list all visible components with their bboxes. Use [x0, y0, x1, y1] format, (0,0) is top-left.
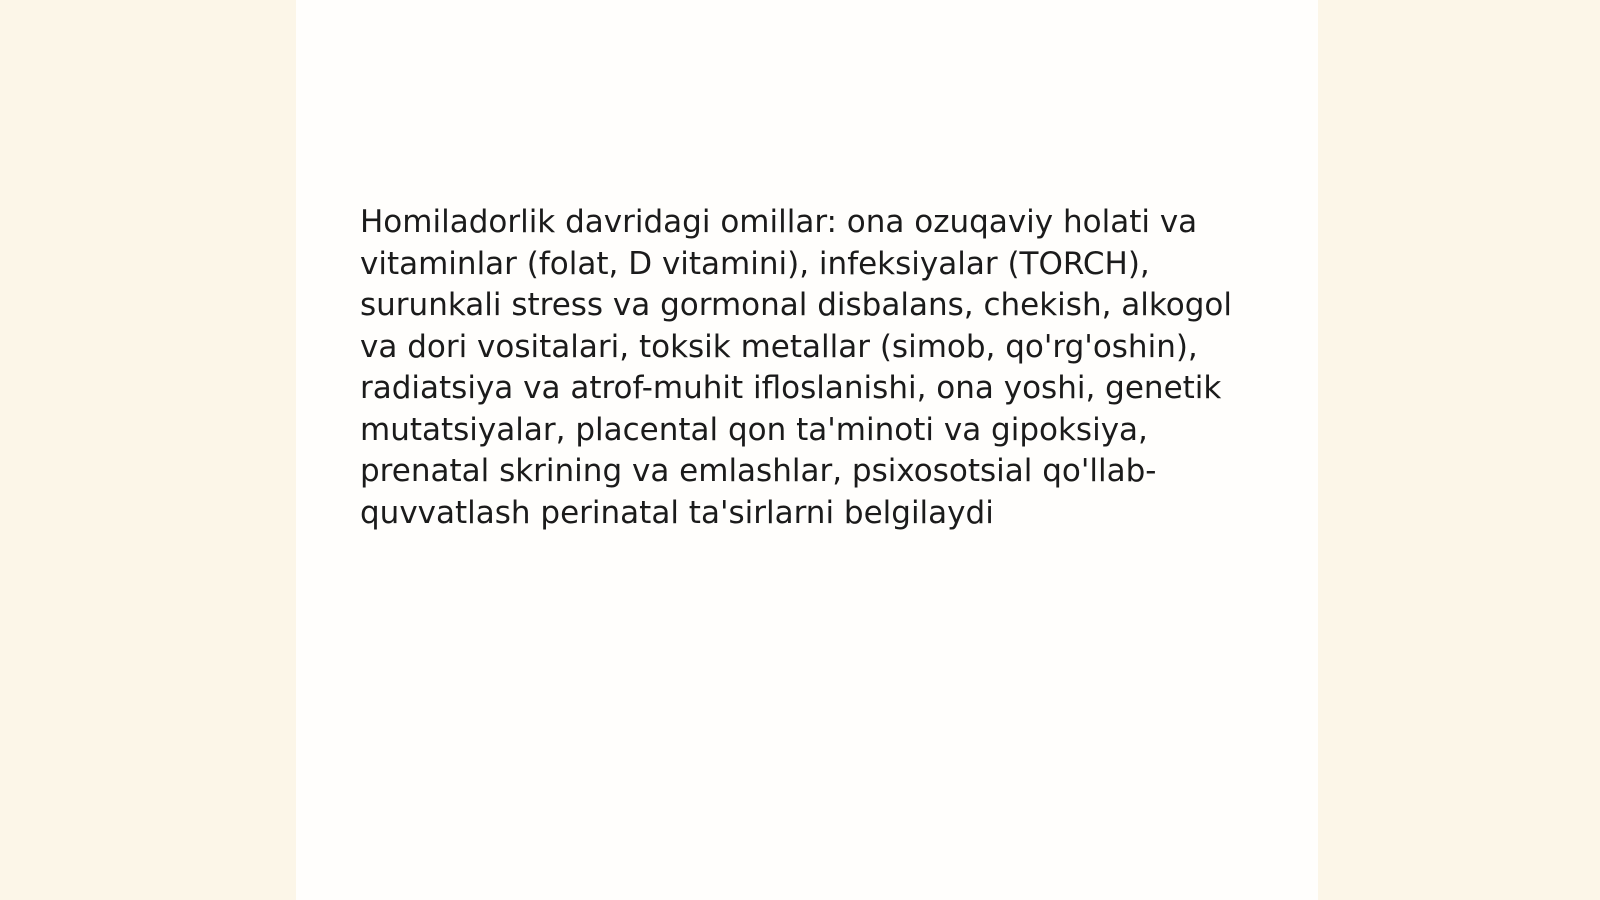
slide-body-text: Homiladorlik davridagi omillar: ona ozuqaviy holati va vitaminlar (folat, D vitamini), infeksiyalar (TORCH), surunkali stress va gormonal disbalans, chekish, alkogol va dori vositalari, toksik metallar (simob, qo'rg'oshin), radiatsiya va atrof-muhit ifloslanishi, ona yoshi, genetik mutatsiyalar, placental qon ta'minoti va gipoksiya, prenatal skrining va emlashlar, psixosotsial qo'llab-quvvatlash perinatal ta'sirlarni belgilaydi	[360, 204, 1232, 531]
slide-page	[296, 0, 1318, 900]
